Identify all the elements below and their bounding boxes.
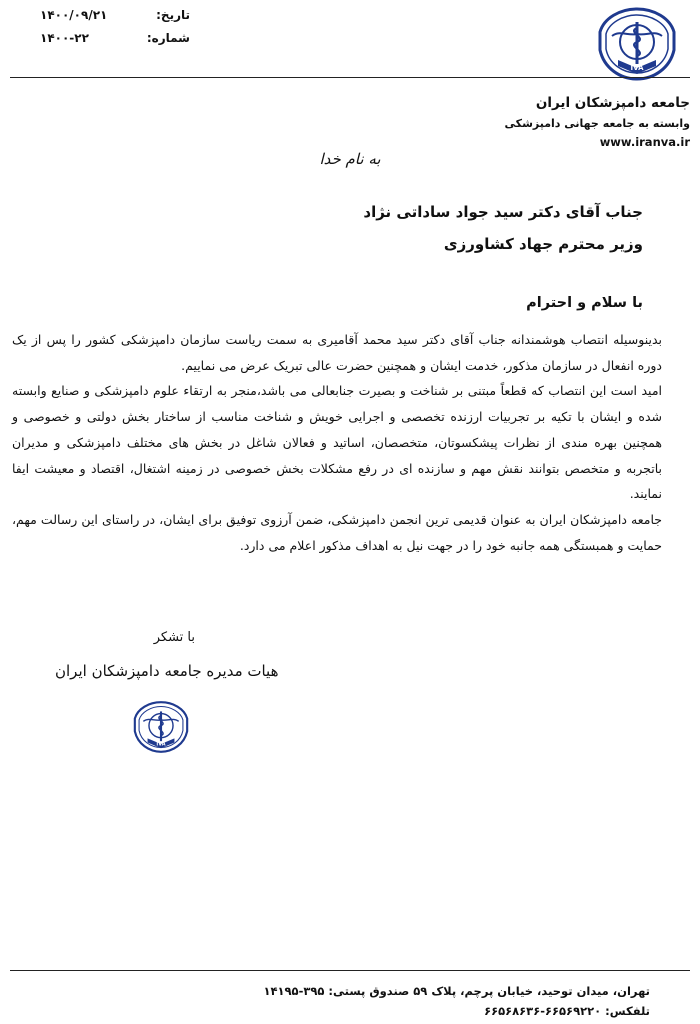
body-paragraph: بدینوسیله انتصاب هوشمندانه جناب آقای دکتر سید محمد آقامیری به سمت ریاست سازمان دامپزشکی کشور را پس از یک دوره انفعال در سازمان مذکور، خدمت ایشان و همچنین حضرت عالی تبریک عرض می نماییم. — [12, 332, 662, 373]
footer-address: تهران، میدان توحید، خیابان پرچم، پلاک ۵۹ صندوق پستی: ۳۹۵-۱۴۱۹۵ — [263, 984, 650, 998]
seal-text: IVA — [156, 741, 166, 748]
recipient-title: وزیر محترم جهاد کشاورزی — [443, 235, 643, 253]
recipient-name: جناب آقای دکتر سید جواد ساداتی نژاد — [363, 203, 643, 221]
number-row — [40, 31, 190, 51]
organization-name: جامعه دامپزشکان ایران — [535, 95, 690, 111]
organization-logo — [596, 6, 678, 82]
organization-website[interactable]: www.iranva.ir — [599, 135, 690, 149]
number-value: ۱۴۰۰-۲۲ — [40, 31, 89, 45]
date-value: ۱۴۰۰/۰۹/۲۱ — [40, 8, 108, 22]
organization-affiliation: وابسته به جامعه جهانی دامپزشکی — [504, 117, 690, 130]
body-paragraph: امید است این انتصاب که قطعاً مبتنی بر شناخت و بصیرت جنابعالی می باشد،منجر به ارتقاء علوم دامپزشکی و صنایع وابسته شده و ایشان با تکیه بر تجربیات ارزنده تخصصی و اجرایی خویش و شناخت مناسب از ساختار بخش دولتی و خصوصی و همچنین بهره مندی از نظرات پیشکسوتان، متخصصان، اساتید و فعالان شاغل در بخش های مختلف دامپزشکی و مدیران باتجربه و متخصص بتوانند نقش مهم و سازنده ای در رفع مشکلات بخش خصوصی در زمینه اشتغال، اقتصاد و معیشت ایفا نمایند. — [12, 383, 662, 502]
basmala: به نام خدا — [319, 150, 381, 168]
footer-divider — [10, 970, 690, 971]
logo-text: IVA — [630, 64, 644, 72]
body-paragraph: جامعه دامپزشکان ایران به عنوان قدیمی ترین انجمن دامپزشکی، ضمن آرزوی توفیق برای ایشان، در راستای این رسالت مهم، حمایت و همبستگی همه جانبه خود را در جهت نیل به اهداف مذکور اعلام می دارد. — [12, 511, 662, 553]
number-label: شماره: — [146, 31, 190, 45]
organization-seal — [132, 696, 190, 758]
signature: هیات مدیره جامعه دامپزشکان ایران — [55, 662, 279, 680]
date-row — [40, 8, 190, 28]
footer-phone: تلفکس: ۶۶۵۶۹۲۲۰-۶۶۵۶۸۶۳۶ — [484, 1004, 650, 1018]
header-divider — [10, 77, 690, 78]
greeting: با سلام و احترام — [526, 295, 643, 311]
letter-body — [12, 327, 662, 558]
date-label: تاریخ: — [156, 8, 190, 22]
closing: با تشکر — [153, 630, 195, 645]
